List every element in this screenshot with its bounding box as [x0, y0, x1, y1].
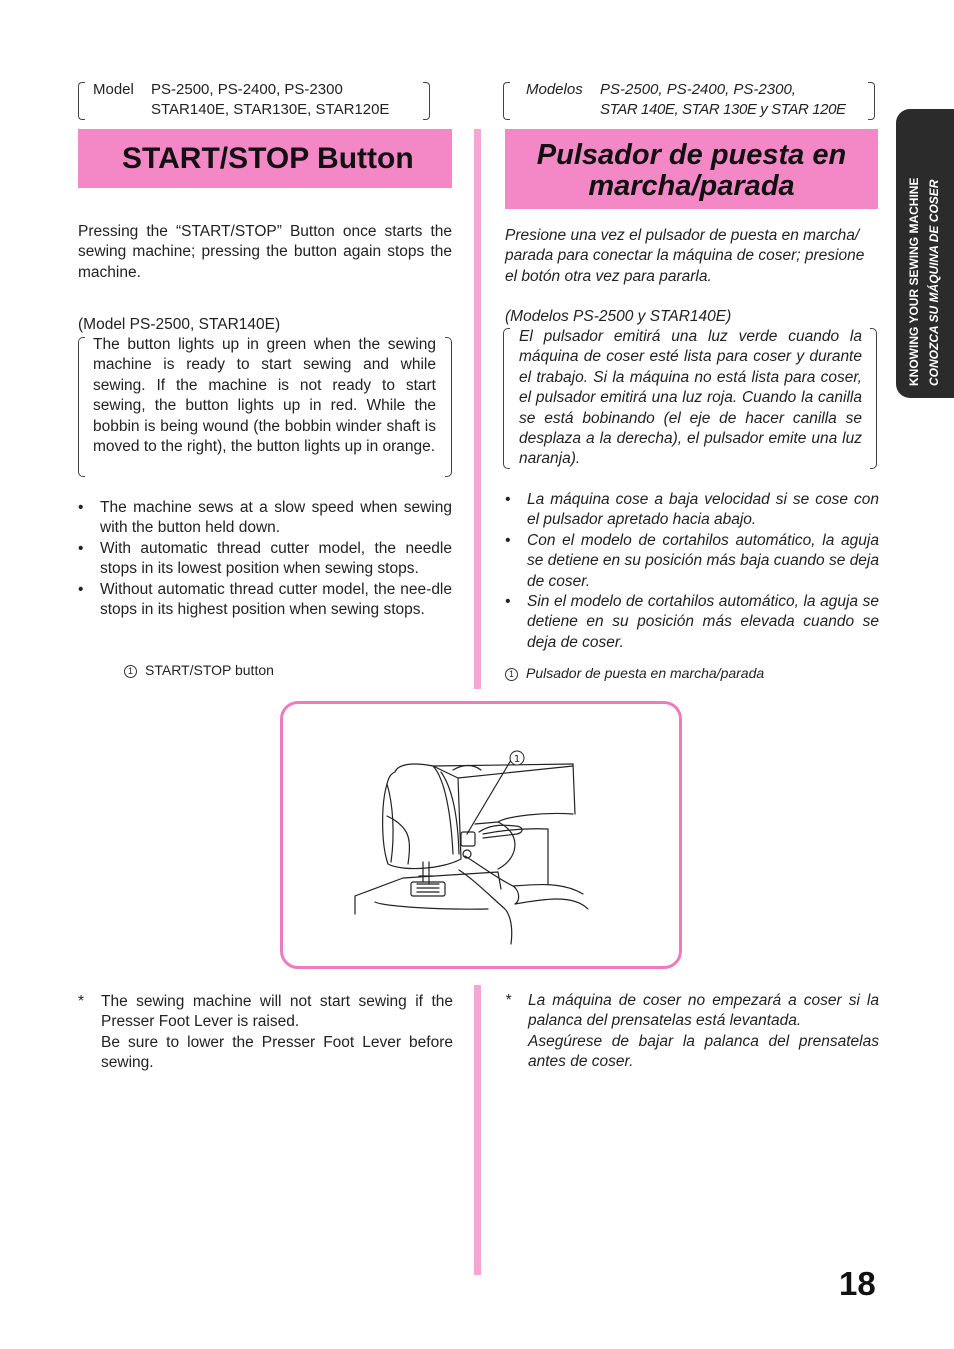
model-note-en: (Model PS-2500, STAR140E) — [78, 316, 281, 333]
model-label-en: Model — [93, 81, 134, 98]
list-item: • La máquina cose a baja velocidad si se cose con el pulsador apretado hacia abajo. — [505, 490, 879, 531]
intro-en: Pressing the “START/STOP” Button once starts the sewing machine; pressing the button again stops the machine. — [78, 223, 452, 281]
heading-en — [78, 129, 452, 188]
caption-en — [124, 661, 274, 679]
model-line2-en: STAR140E, STAR130E, STAR120E — [151, 101, 390, 118]
bullet-list-en — [78, 498, 452, 620]
light-text-en: The button lights up in green when the sewing machine is ready to start sewing and while sewing. If the machine is not ready to start sewing, the button lights up in red. While the bobbin is being wound (the bobbin winder shaft is moved to the right), the button lights up in orange. — [93, 336, 436, 456]
note-line1-en: The sewing machine will not start sewing if the Presser Foot Lever is raised. — [101, 993, 453, 1031]
note-line2-es: Asegúrese de bajar la palanca del prensatelas antes de coser. — [528, 1032, 879, 1071]
note-star-en: * — [78, 993, 85, 1010]
model-note-es: (Modelos PS-2500 y STAR140E) — [505, 308, 732, 325]
heading-title-en: START/STOP Button — [122, 142, 414, 175]
light-box-es — [503, 328, 877, 469]
caption-es — [505, 664, 764, 682]
model-line1-es: PS-2500, PS-2400, PS-2300, — [600, 81, 796, 98]
note-line2-en: Be sure to lower the Presser Foot Lever before sewing. — [101, 1033, 453, 1072]
list-item: • Without automatic thread cutter model, the nee-dle stops in its highest position when sewing stops. — [78, 580, 452, 621]
figure-callout: 1 — [513, 754, 521, 765]
model-box-en — [78, 80, 430, 122]
note-es — [505, 991, 879, 1075]
heading-title-es-line2: marcha/parada — [588, 170, 795, 202]
model-box-es — [503, 80, 875, 122]
note-en — [78, 992, 453, 1076]
heading-es — [505, 129, 878, 209]
sewing-machine-illustration — [283, 704, 679, 966]
list-item: • Sin el modelo de cortahilos automático, la aguja se detiene en su posición más elevada cuando se deja de coser. — [505, 592, 879, 653]
list-item: • Con el modelo de cortahilos automático, la aguja se detiene en su posición más baja cuando se deja de coser. — [505, 531, 879, 592]
caption-text-es: Pulsador de puesta en marcha/parada — [526, 665, 765, 681]
list-item: • The machine sews at a slow speed when sewing with the button held down. — [78, 498, 452, 539]
note-line1-es: La máquina de coser no empezará a coser si la palanca del prensatelas está levantada. — [528, 992, 879, 1030]
model-line2-es: STAR 140E, STAR 130E y STAR 120E — [600, 101, 846, 118]
light-text-es: El pulsador emitirá una luz verde cuando la máquina de coser esté lista para coser y durante el trabajo. Si la máquina no está lista para coser, el pulsador emitirá una luz roja. Cuando la canilla se está bobinando (el eje de hacer canilla se desplaza a la derecha), el pulsador emite una luz naranja). — [519, 328, 862, 468]
side-tab — [896, 109, 954, 398]
callout-number-es: 1 — [505, 668, 518, 681]
column-divider-top — [474, 129, 481, 689]
heading-title-es-line1: Pulsador de puesta en — [536, 139, 847, 171]
light-box-en — [78, 337, 452, 477]
column-divider-bottom — [474, 985, 481, 1275]
illustration-frame — [280, 701, 682, 969]
side-tab-line2: CONOZCA SU MÁQUINA DE COSER — [927, 179, 941, 386]
list-item: • With automatic thread cutter model, the needle stops in its lowest position when sewing stops. — [78, 539, 452, 580]
bullet-list-es — [505, 490, 879, 653]
model-label-es: Modelos — [526, 81, 583, 98]
page-number: 18 — [839, 1265, 876, 1302]
intro-es: Presione una vez el pulsador de puesta en marcha/ parada para conectar la máquina de coser; presione el botón otra vez para pararla. — [505, 227, 865, 285]
note-star-es: * — [505, 992, 512, 1009]
caption-text-en: START/STOP button — [145, 662, 274, 678]
model-line1-en: PS-2500, PS-2400, PS-2300 — [151, 81, 343, 98]
callout-number-en: 1 — [124, 665, 137, 678]
side-tab-line1: KNOWING YOUR SEWING MACHINE — [907, 177, 921, 386]
